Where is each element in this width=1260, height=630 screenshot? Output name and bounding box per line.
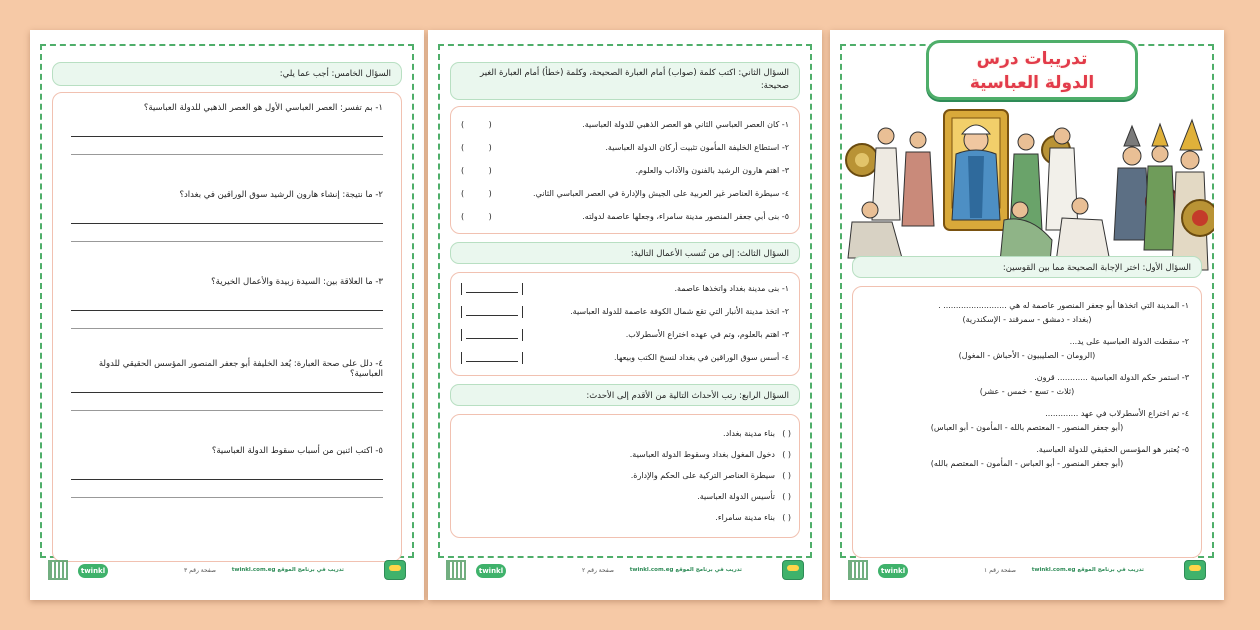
mcq-item: ٤- تم اختراع الأسطرلاب في عهد ............. (أبو جعفر المنصور - المعتصم بالله - المأمون - أبو العباس) <box>865 407 1189 435</box>
twinkl-logo: twinkl <box>476 564 506 578</box>
order-item: ( ) بناء مدينة سامراء. <box>451 507 799 528</box>
soldier-head <box>1152 146 1168 162</box>
figure-robe <box>848 222 902 258</box>
mcq-options[interactable]: (أبو جعفر المنصور - المعتصم بالله - المأمون - أبو العباس) <box>930 423 1124 432</box>
order-slot[interactable]: ( ) <box>782 492 791 501</box>
shield-right-boss <box>1192 210 1208 226</box>
q2-header: السؤال الثاني: اكتب كلمة (صواب) أمام العبارة الصحيحة، وكلمة (خطأ) أمام العبارة الغير صحيحة: <box>450 62 800 100</box>
q4-header: السؤال الرابع: رتب الأحداث التالية من الأقدم إلى الأحدث: <box>450 384 800 406</box>
mcq-options[interactable]: (ثلاث - تسع - خمس - عشر) <box>979 387 1075 396</box>
figure-head <box>1018 134 1034 150</box>
site-link[interactable]: twinkl.com.eg تدريب في برنامج الموقع <box>1031 567 1144 573</box>
q1-header: السؤال الأول: اختر الإجابة الصحيحة مما بين القوسين: <box>852 256 1202 278</box>
order-item: ( ) دخول المغول بغداد وسقوط الدولة العباسية. <box>451 444 799 465</box>
q2-box <box>450 106 800 234</box>
figure-head <box>1072 198 1088 214</box>
tf-item: ٤- سيطرة العناصر غير العربية على الجيش والإدارة في العصر العباسي الثاني. ( ) <box>451 182 799 205</box>
answer-paren[interactable]: ( ) <box>461 189 492 198</box>
badge-icon <box>782 560 804 580</box>
q4-box <box>450 414 800 538</box>
answer-line[interactable] <box>71 462 383 480</box>
answer-paren[interactable]: ( ) <box>461 143 492 152</box>
page-footer <box>844 560 1210 582</box>
site-link[interactable]: twinkl.com.eg تدريب في برنامج الموقع <box>231 567 344 573</box>
page-number: صفحة رقم ١ <box>984 567 1017 574</box>
mcq-options[interactable]: (بغداد - دمشق - سمرقند - الإسكندرية) <box>962 315 1092 324</box>
tf-item: ٥- بنى أبي جعفر المنصور مدينة سامراء، وجعلها عاصمة لدولته. ( ) <box>451 205 799 228</box>
order-item: ( ) سيطرة العناصر التركية على الحكم والإدارة. <box>451 465 799 486</box>
tf-item: ٢- استطاع الخليفة المأمون تثبيت أركان الدولة العباسية. ( ) <box>451 136 799 159</box>
answer-line[interactable] <box>71 293 383 311</box>
answer-line[interactable] <box>71 375 383 393</box>
worksheet-page-3 <box>30 30 424 600</box>
tf-item: ٣- اهتم هارون الرشيد بالفنون والآداب والعلوم. ( ) <box>451 159 799 182</box>
abbasid-court-illustration <box>840 90 1214 280</box>
soldier-head <box>1181 151 1199 169</box>
title-line-1: تدريبات درس <box>976 49 1088 69</box>
soldier-helmet <box>1124 126 1140 146</box>
q5-item-5: ٥- اكتب اثنين من أسباب سقوط الدولة العباسية؟ <box>71 446 383 498</box>
order-slot[interactable]: ( ) <box>782 450 791 459</box>
title-line-2: الدولة العباسية <box>969 73 1095 93</box>
mcq-item: ٥- يُعتبر هو المؤسس الحقيقي للدولة العباسية. (أبو جعفر المنصور - أبو العباس - المأمون - المعتصم بالله) <box>865 443 1189 471</box>
answer-blank[interactable] <box>461 306 523 318</box>
caliph-robe-inner <box>968 156 984 218</box>
q5-header: السؤال الخامس: أجب عما يلي: <box>52 62 402 86</box>
answer-line[interactable] <box>71 224 383 242</box>
worksheet-title <box>926 40 1138 100</box>
q5-item-4: ٤- دلل على صحة العبارة: يُعد الخليفة أبو جعفر المنصور المؤسس الحقيقي للدولة العباسية؟ <box>71 359 383 411</box>
attribution-item: ٢- اتخذ مدينة الأنبار التي تقع شمال الكوفة عاصمة للدولة العباسية. <box>451 300 799 323</box>
answer-line[interactable] <box>71 137 383 155</box>
answer-line[interactable] <box>71 119 383 137</box>
answer-line[interactable] <box>71 206 383 224</box>
soldier-helmet <box>1152 124 1168 146</box>
figure-head <box>862 202 878 218</box>
shield-left-boss <box>855 153 869 167</box>
attribution-item: ٣- اهتم بالعلوم، وتم في عهده اختراع الأسطرلاب. <box>451 323 799 346</box>
answer-blank[interactable] <box>461 352 523 364</box>
answer-line[interactable] <box>71 393 383 411</box>
figure-robe <box>902 152 934 226</box>
qr-code-icon <box>446 560 466 580</box>
q5-item-2: ٢- ما نتيجة: إنشاء هارون الرشيد سوق الوراقين في بغداد؟ <box>71 190 383 242</box>
mcq-options[interactable]: (أبو جعفر المنصور - أبو العباس - المأمون - المعتصم بالله) <box>930 459 1124 468</box>
order-slot[interactable]: ( ) <box>782 513 791 522</box>
figure-head <box>1054 128 1070 144</box>
qr-code-icon <box>48 560 68 580</box>
q5-item-3: ٣- ما العلاقة بين: السيدة زبيدة والأعمال الخيرية؟ <box>71 277 383 329</box>
order-item: ( ) بناء مدينة بغداد. <box>451 423 799 444</box>
page-footer <box>442 560 808 582</box>
tf-item: ١- كان العصر العباسي الثاني هو العصر الذهبي للدولة العباسية. ( ) <box>451 113 799 136</box>
answer-line[interactable] <box>71 480 383 498</box>
qr-code-icon <box>848 560 868 580</box>
mcq-item: ٣- استمر حكم الدولة العباسية ............ قرون. (ثلاث - تسع - خمس - عشر) <box>865 371 1189 399</box>
q5-item-1: ١- بم تفسر: العصر العباسي الأول هو العصر الذهبي للدولة العباسية؟ <box>71 103 383 155</box>
attribution-item: ٤- أسس سوق الوراقين في بغداد لنسخ الكتب وبيعها. <box>451 346 799 369</box>
order-slot[interactable]: ( ) <box>782 471 791 480</box>
answer-blank[interactable] <box>461 329 523 341</box>
mcq-item: ٢- سقطت الدولة العباسية على يد... (الرومان - الصليبيون - الأحباش - المغول) <box>865 335 1189 363</box>
worksheet-page-2 <box>428 30 822 600</box>
order-slot[interactable]: ( ) <box>782 429 791 438</box>
figure-head <box>878 128 894 144</box>
q1-box <box>852 286 1202 558</box>
figure-head <box>1012 202 1028 218</box>
site-link[interactable]: twinkl.com.eg تدريب في برنامج الموقع <box>629 567 742 573</box>
soldier-helmet <box>1180 120 1202 150</box>
q5-box <box>52 92 402 562</box>
figure-head <box>910 132 926 148</box>
mcq-item: ١- المدينة التي اتخذها أبو جعفر المنصور عاصمة له هي ......................... . (بغداد - دمشق - سمرقند - الإسكندرية) <box>865 299 1189 327</box>
worksheet-page-1 <box>830 30 1224 600</box>
badge-icon <box>384 560 406 580</box>
badge-icon <box>1184 560 1206 580</box>
answer-paren[interactable]: ( ) <box>461 120 492 129</box>
twinkl-logo: twinkl <box>878 564 908 578</box>
twinkl-logo: twinkl <box>78 564 108 578</box>
order-item: ( ) تأسيس الدولة العباسية. <box>451 486 799 507</box>
q3-box <box>450 272 800 376</box>
answer-blank[interactable] <box>461 283 523 295</box>
answer-paren[interactable]: ( ) <box>461 212 492 221</box>
answer-paren[interactable]: ( ) <box>461 166 492 175</box>
answer-line[interactable] <box>71 311 383 329</box>
page-number: صفحة رقم ٣ <box>184 567 217 574</box>
page-footer <box>44 560 410 582</box>
page-number: صفحة رقم ٢ <box>582 567 615 574</box>
mcq-options[interactable]: (الرومان - الصليبيون - الأحباش - المغول) <box>958 351 1096 360</box>
attribution-item: ١- بنى مدينة بغداد واتخذها عاصمة. <box>451 277 799 300</box>
soldier-armor <box>1144 166 1176 250</box>
q3-header: السؤال الثالث: إلى من تُنسب الأعمال التالية: <box>450 242 800 264</box>
soldier-head <box>1123 147 1141 165</box>
